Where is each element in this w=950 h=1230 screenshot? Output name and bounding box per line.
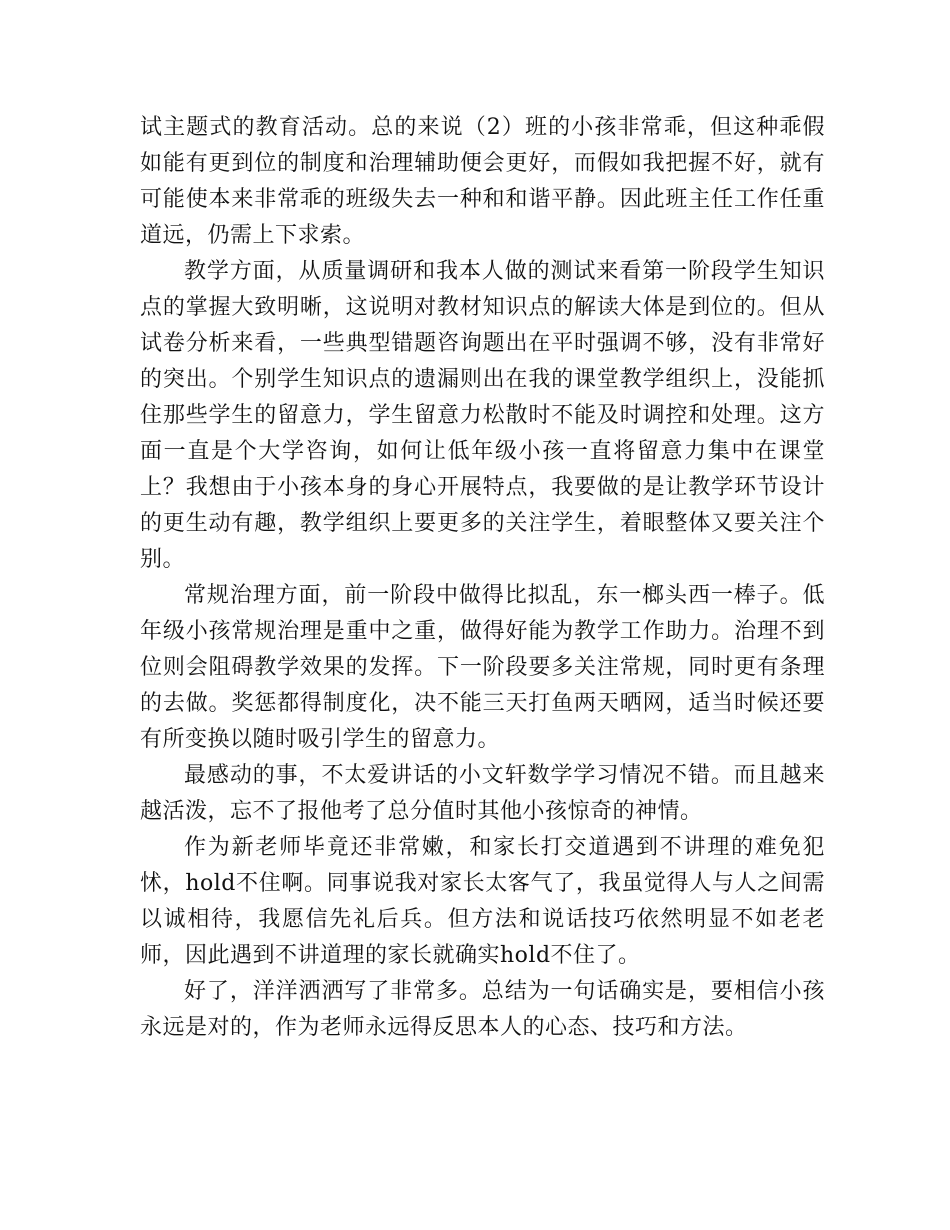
paragraph-conclusion: 好了，洋洋洒洒写了非常多。总结为一句话确实是，要相信小孩永远是对的，作为老师永远得反思本人的心态、技巧和方法。 [140,979,825,1040]
paragraph-teaching: 教学方面，从质量调研和我本人做的测试来看第一阶段学生知识点的掌握大致明晰，这说明对教材知识点的解读大体是到位的。但从试卷分析来看，一些典型错题咨询题出在平时强调不够，没有非常好的突出。个别学生知识点的遗漏则出在我的课堂教学组织上，没能抓住那些学生的留意力，学生留意力松散时不能及时调控和处理。这方面一直是个大学咨询，如何让低年级小孩一直将留意力集中在课堂上？我想由于小孩本身的身心开展特点，我要做的是让教学环节设计的更生动有趣，教学组织上要更多的关注学生，着眼整体又要关注个别。 [140,259,825,572]
paragraph-routine-management: 常规治理方面，前一阶段中做得比拟乱，东一榔头西一棒子。低年级小孩常规治理是重中之重，做得好能为教学工作助力。治理不到位则会阻碍教学效果的发挥。下一阶段要多关注常规，同时更有条理的去做。奖惩都得制度化，决不能三天打鱼两天晒网，适当时候还要有所变换以随时吸引学生的留意力。 [140,583,825,752]
document-body [140,110,825,1046]
paragraph-parents: 作为新老师毕竟还非常嫩，和家长打交道遇到不讲理的难免犯怵，hold不住啊。同事说我对家长太客气了，我虽觉得人与人之间需以诚相待，我愿信先礼后兵。但方法和说话技巧依然明显不如老老师，因此遇到不讲道理的家长就确实hold不住了。 [140,835,825,968]
paragraph-continuation: 试主题式的教育活动。总的来说（2）班的小孩非常乖，但这种乖假如能有更到位的制度和治理辅助便会更好，而假如我把握不好，就有可能使本来非常乖的班级失去一种和和谐平静。因此班主任工作任重道远，仍需上下求索。 [140,115,825,248]
paragraph-most-touching: 最感动的事，不太爱讲话的小文轩数学学习情况不错。而且越来越活泼，忘不了报他考了总分值时其他小孩惊奇的神情。 [140,763,825,824]
